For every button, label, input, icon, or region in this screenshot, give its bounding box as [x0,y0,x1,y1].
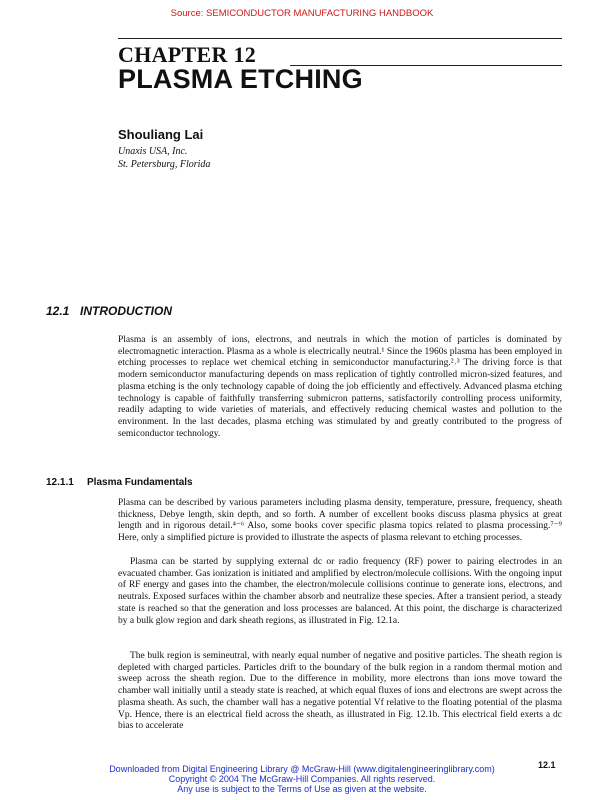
subsection-title: Plasma Fundamentals [87,477,193,488]
author-name: Shouliang Lai [118,127,204,142]
intro-paragraph: Plasma is an assembly of ions, electrons, and neutrals in which the motion of particles is dominated by electromagnetic interaction. Plasma as a whole is electrically neutral.¹ Since the 1960s plasma has been employed in etching processes to replace wet chemical etching in semiconductor manufacturing.²˒³ The driving force is that modern semiconductor manufacturing depends on mass replication of tightly controlled micron-sized features, and plasma etching is the only technology capable of doing the job efficiently and effectively. Advanced plasma etching technology is capable of faithfully transferring submicron patterns, satisfactorily controlling process uniformity, readily adapting to wide varieties of materials, and effectively reducing chemical wastes and pollution to the environment. In the last decades, plasma etching was stimulated by and greatly contributed to the progress of semiconductor technology. [118,335,562,439]
source-line[interactable]: Source: SEMICONDUCTOR MANUFACTURING HANDBOOK [170,8,434,19]
section-heading [46,304,172,318]
section-title: INTRODUCTION [80,304,172,318]
fundamentals-paragraph-3: The bulk region is semineutral, with nearly equal number of negative and positive particles. The sheath region is depleted with charged particles. Particles drift to the boundary of the bulk region in a random thermal motion and sweep across the sheath region. Due to the difference in mobility, more electrons than ions move toward the chamber wall initially until a steady state is reached, at which equal fluxes of ions and electrons are swept across the plasma sheath. As such, the chamber wall has a negative potential Vf relative to the floating potential of the plasma Vp. Hence, there is an electrical field across the sheath, as illustrated in Fig. 12.1b. This electrical field exerts a dc bias to accelerate [118,651,562,732]
author-location: St. Petersburg, Florida [118,159,211,170]
fundamentals-paragraph-2: Plasma can be started by supplying external dc or radio frequency (RF) power to pairing electrodes in an evacuated chamber. Gas ionization is initiated and amplified by electron/molecule collisions. With the ongoing input of RF energy and gases into the chamber, the electron/molecule collisions continue to generate ions, electrons, and neutrals. Exposed surfaces within the chamber absorb and neutralize these species. After a transient period, a steady state is reached so that the generation and loss processes are balanced. At this point, the discharge is characterized by a bulk glow region and dark sheath regions, as illustrated in Fig. 12.1a. [118,557,562,626]
footer-download-link[interactable]: Downloaded from Digital Engineering Library @ McGraw-Hill (www.digitalengineeringlibrary.com) [109,764,495,774]
chapter-top-rule [118,38,562,39]
section-number: 12.1 [46,304,70,318]
chapter-title: PLASMA ETCHING [118,64,363,94]
author-affiliation: Unaxis USA, Inc. [118,146,188,157]
subsection-number: 12.1.1 [46,477,74,488]
footer-copyright[interactable]: Copyright © 2004 The McGraw-Hill Companies. All rights reserved. [168,774,436,784]
chapter-number: CHAPTER 12 [118,42,257,67]
fundamentals-paragraph-1: Plasma can be described by various parameters including plasma density, temperature, pressure, frequency, sheath thickness, Debye length, skin depth, and so forth. A number of excellent books discuss plasma physics at great length and in rigorous detail.⁴⁻⁶ Also, some books cover specific plasma topics related to plasma processing.⁷⁻⁹ Here, only a simplified picture is provided to illustrate the aspects of plasma relevant to etching processes. [118,498,562,544]
subsection-heading [46,477,193,488]
footer-terms-link[interactable]: Any use is subject to the Terms of Use as given at the website. [177,784,427,794]
page-number: 12.1 [538,760,556,770]
